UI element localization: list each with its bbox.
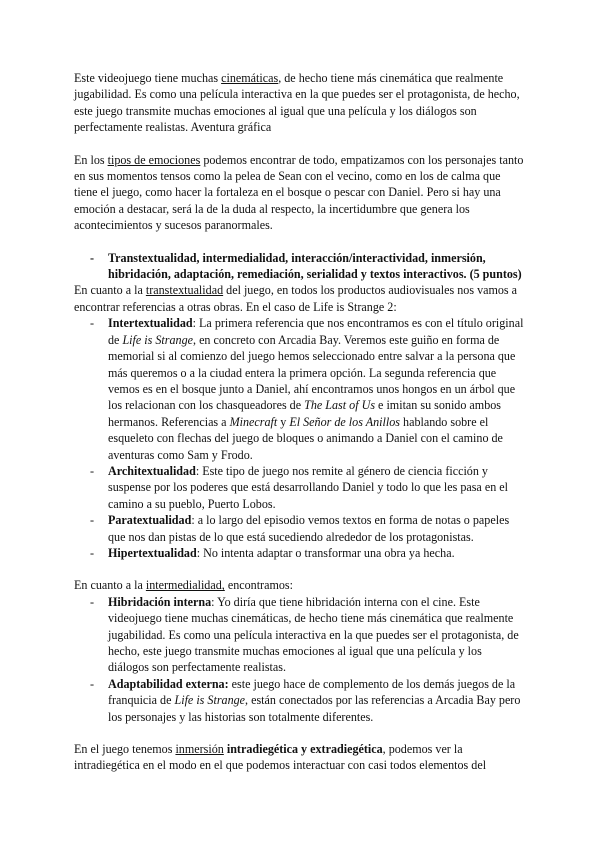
- transtextualidad-list: [74, 315, 524, 561]
- paragraph-text: Este videojuego tiene muchas: [74, 71, 222, 85]
- italic-title: The Last of Us: [304, 398, 376, 413]
- paragraph-inmersion: [74, 741, 524, 774]
- intermedialidad-list: [74, 594, 524, 725]
- italic-title: Minecraft: [229, 414, 278, 429]
- underlined-term: cinemáticas: [221, 71, 279, 85]
- italic-title: Life is Strange: [174, 693, 246, 708]
- item-text: hablando sobre el esqueleto con flechas del juego de bloques o animando a Daniel con el camino de aventuras como Sam y Frodo.: [108, 414, 503, 462]
- item-text: : a lo largo del episodio vemos textos en forma de notas o papeles que nos dan pistas de lo que está sucediendo alrededor de los protagonistas.: [108, 513, 510, 544]
- section-heading: - Transtextualidad, intermedialidad, interacción/interactividad, inmersión, hibridación, adaptación, remediación, serialidad y textos interactivos. (5 puntos): [74, 250, 524, 283]
- underlined-term: inmersión: [175, 742, 224, 757]
- paragraph-text: del juego, en todos los productos audiovisuales nos vamos a encontrar referencias a otras obras. En el caso de Life is Strange 2:: [74, 283, 518, 314]
- transtextualidad-section: [74, 282, 524, 561]
- list-item-intertextualidad: [74, 315, 524, 463]
- underlined-term: intermedialidad,: [145, 578, 225, 593]
- italic-title: Life is Strange: [122, 332, 194, 347]
- paragraph-cinematicas: [74, 70, 524, 136]
- item-text: , están conectados por las referencias a Arcadia Bay pero los personajes y las historias son totalmente diferentes.: [108, 693, 521, 724]
- paragraph-intermedialidad: [74, 577, 524, 593]
- item-term: Intertextualidad: [108, 316, 193, 331]
- item-text: : No intenta adaptar o transformar una obra ya hecha.: [196, 545, 455, 560]
- section-heading-list: [74, 250, 524, 283]
- item-text: y: [277, 414, 290, 429]
- item-text: , en concreto con Arcadia Bay. Veremos este guiño en forma de memorial si al comienzo del juego hemos seleccionado entre salvar a la persona que más queremos o a la ciudad entera la primera opción. La segunda referencia que vemos es en el bosque junto a Daniel, ahí encontramos unos hongos en un árbol que los relacionan con los chasqueadores de: [108, 332, 516, 413]
- paragraph-emociones: [74, 152, 524, 234]
- paragraph-text: En el juego tenemos: [74, 742, 176, 757]
- italic-title: El Señor de los Anillos: [289, 414, 400, 429]
- paragraph-text: En cuanto a la: [74, 283, 146, 298]
- paragraph-text: encontramos:: [224, 578, 293, 593]
- paragraph-text: podemos encontrar de todo, empatizamos con los personajes tanto en sus momentos tensos como la pelea de Sean con el vecino, como en los de calma que tiene el juego, como hacer la fortaleza en el bosque o pescar con Daniel. Pero si hay una emoción a destacar, será la de la duda al respecto, la incertidumbre que genera los acontecimientos y sucesos paranormales.: [74, 152, 524, 233]
- item-term: Hipertextualidad: [108, 545, 197, 560]
- item-text: este juego hace de complemento de los demás juegos de la franquicia de: [108, 676, 516, 708]
- list-item-paratextualidad: [74, 512, 524, 545]
- item-text: : La primera referencia que nos encontramos es con el título original de: [108, 316, 524, 347]
- paragraph-text: , de hecho tiene más cinemática que realmente jugabilidad. Es como una película interactiva en la que puedes ser el protagonista, de hecho, este juego transmite muchas emociones al igual que una película y los diálogos son perfectamente realistas. Aventura gráfica: [74, 71, 520, 135]
- underlined-term: transtextualidad: [145, 283, 224, 298]
- list-item-hibridacion: [74, 594, 524, 676]
- item-text: : Este tipo de juego nos remite al género de ciencia ficción y suspense por los poderes que está desarrollando Daniel y todo lo que les pasa en el camino a su pueblo, Puerto Lobos.: [108, 463, 508, 511]
- list-item-architextualidad: [74, 463, 524, 512]
- item-term: Paratextualidad: [108, 513, 192, 528]
- item-term: Adaptabilidad externa:: [108, 676, 229, 691]
- paragraph-transtextualidad: [74, 282, 524, 315]
- item-term: Architextualidad: [108, 463, 196, 478]
- underlined-term: tipos de emociones: [107, 152, 201, 167]
- list-item-hipertextualidad: [74, 545, 524, 561]
- bold-term: intradiegética y extradiegética: [223, 742, 383, 757]
- item-text: e imitan su sonido ambos hermanos. Referencias a: [108, 398, 501, 429]
- intermedialidad-section: [74, 577, 524, 725]
- paragraph-text: En los: [74, 152, 108, 167]
- item-term: Hibridación interna: [108, 594, 212, 609]
- paragraph-text: , podemos ver la intradiegética en el modo en el que podemos interactuar con casi todos elementos del: [74, 742, 487, 773]
- paragraph-text: En cuanto a la: [74, 578, 146, 593]
- list-item-adaptabilidad: [74, 676, 524, 725]
- item-text: : Yo diría que tiene hibridación interna con el cine. Este videojuego tiene muchas cinemáticas, de hecho tiene más cinemática que realmente jugabilidad. Es como una película interactiva en la que puedes ser el protagonista, de hecho, este juego transmite muchas emociones al igual que una película y los diálogos son perfectamente realistas.: [108, 594, 519, 675]
